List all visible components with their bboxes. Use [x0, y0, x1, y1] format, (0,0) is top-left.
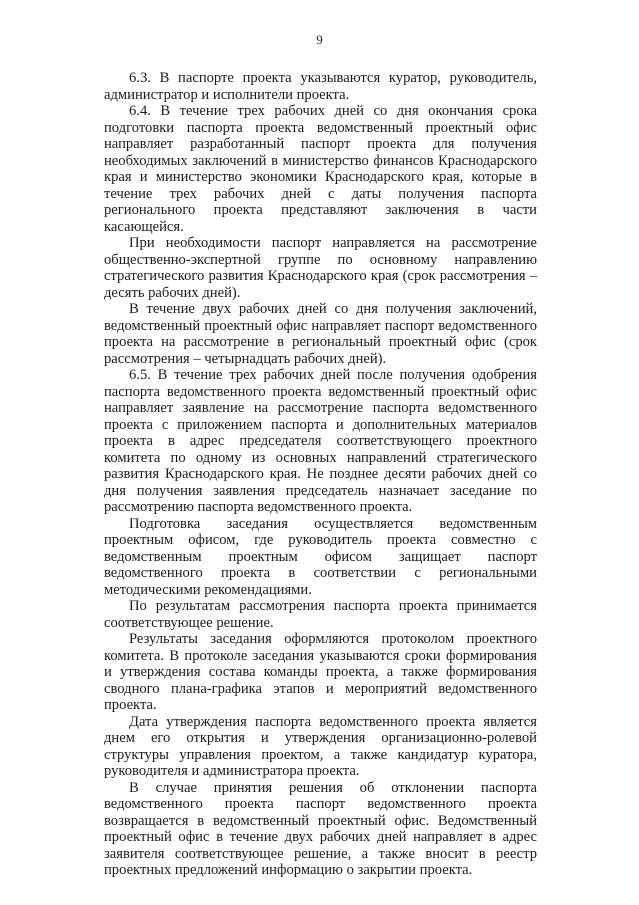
paragraph-regional-office: В течение двух рабочих дней со дня получения заключений, ведомственный проектный офис направляет паспорт ведомственного проекта на рассмотрение в региональный проектный офис (срок рассмотрения – четырнадцать рабочих дней). — [104, 301, 537, 367]
paragraph-approval-date: Дата утверждения паспорта ведомственного проекта является днем его открытия и утверждения организационно-ролевой структуры управления проектом, а также кандидатур куратора, руководителя и администратора проекта. — [104, 713, 537, 779]
paragraph-protocol: Результаты заседания оформляются протоколом проектного комитета. В протоколе заседания указываются сроки формирования и утверждения состава команды проекта, а также формирования сводного плана-графика этапов и мероприятий ведомственного проекта. — [104, 631, 537, 713]
paragraph-6-5: 6.5. В течение трех рабочих дней после получения одобрения паспорта ведомственного проекта ведомственный проектный офис направляет заявление на рассмотрение паспорта ведомственного проекта с приложением паспорта и дополнительных материалов проекта в адрес председателя соответствующего проектного комитета по одному из основных направлений стратегического развития Краснодарского края. Не позднее десяти рабочих дней со дня получения заявления председатель назначает заседание по рассмотрению паспорта ведомственного проекта. — [104, 367, 537, 515]
paragraph-expert-review: При необходимости паспорт направляется на рассмотрение общественно-экспертной группе по основному направлению стратегического развития Краснодарского края (срок рассмотрения – десять рабочих дней). — [104, 235, 537, 301]
paragraph-meeting-preparation: Подготовка заседания осуществляется ведомственным проектным офисом, где руководитель проекта совместно с ведомственным проектным офисом защищает паспорт ведомственного проекта в соответствии с региональными методическими рекомендациями. — [104, 515, 537, 598]
paragraph-6-4: 6.4. В течение трех рабочих дней со дня окончания срока подготовки паспорта проекта ведомственный проектный офис направляет разработанный паспорт проекта для получения необходимых заключений в министерство финансов Краснодарского края и министерство экономики Краснодарского края, которые в течение трех рабочих дней с даты получения паспорта регионального проекта представляют заключения в части касающейся. — [104, 103, 537, 235]
paragraph-decision: По результатам рассмотрения паспорта проекта принимается соответствующее решение. — [104, 598, 537, 631]
document-body — [104, 70, 537, 879]
paragraph-rejection: В случае принятия решения об отклонении паспорта ведомственного проекта паспорт ведомственного проекта возвращается в ведомственный проектный офис. Ведомственный проектный офис в течение двух рабочих дней направляет в адрес заявителя соответствующее решение, а также вносит в реестр проектных предложений информацию о закрытии проекта. — [104, 779, 537, 878]
paragraph-6-3: 6.3. В паспорте проекта указываются куратор, руководитель, администратор и исполнители проекта. — [104, 70, 537, 103]
page-number: 9 — [316, 32, 323, 47]
